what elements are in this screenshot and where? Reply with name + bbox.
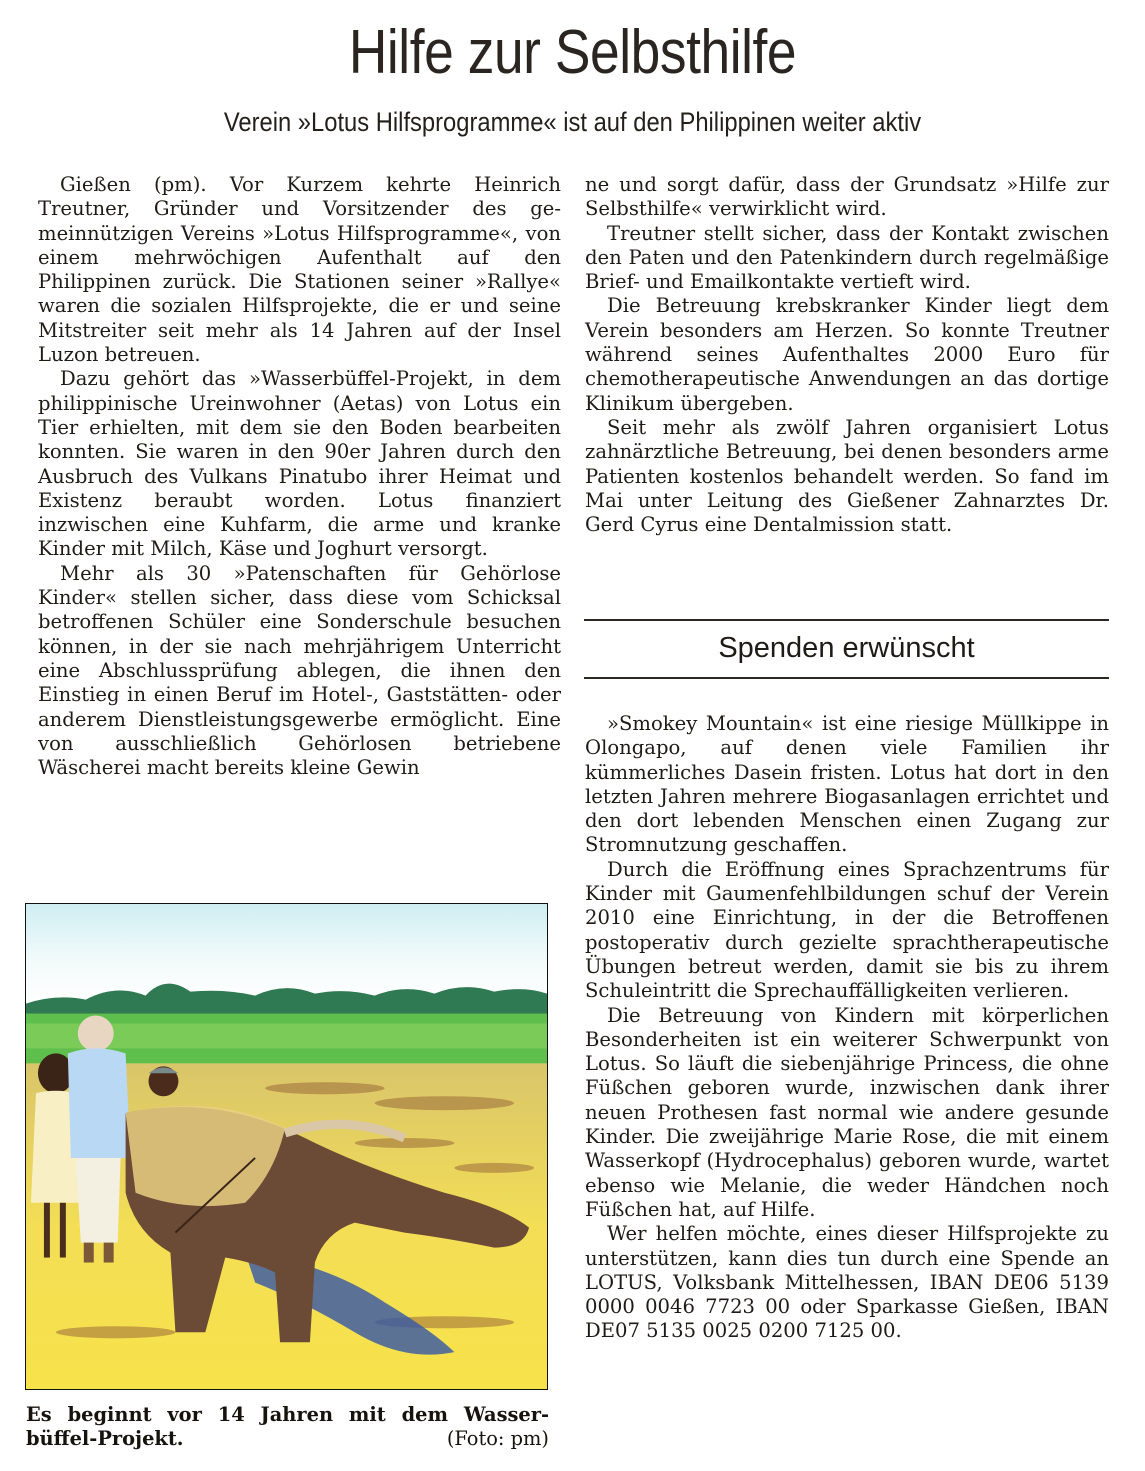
photo-credit: (Foto: pm) [446,1427,549,1450]
article-photo [25,903,548,1390]
caption-line-1: Es beginnt vor 14 Jahren mit dem Wasser- [26,1403,549,1426]
paragraph: Gießen (pm). Vor Kurzem kehrte Heinrich Treutner, Gründer und Vorsitzender des gemeinnützigen Vereins »Lotus Hilfsprogramme«, von einem mehrwöchigen Aufenthalt auf den Philippinen zurück. Die Stationen seiner »Rallye« waren die sozialen Hilfsprojekte, die er und seine Mitstreiter seit mehr als 14 Jahren auf der Insel Luzon betreuen. [38,173,561,367]
photo-caption [26,1403,549,1451]
paragraph: Wer helfen möchte, eines dieser Hilfsprojekte zu unterstützen, kann dies tun durch eine Spende an LOTUS, Volksbank Mittelhessen, IBAN DE06 5139 0000 0046 7723 00 oder Sparkasse Gießen, IBAN DE07 5135 0025 0200 7125 00. [585,1222,1109,1343]
paragraph: ne und sorgt dafür, dass der Grundsatz »Hilfe zur Selbsthilfe« verwirklicht wird. [585,173,1109,221]
paragraph: Dazu gehört das »Wasserbüffel-Projekt, in dem philippinische Ureinwohner (Aetas) von Lotus ein Tier erhielten, mit dem sie den Boden bearbeiten konnten. Sie waren in den 90er Jahren durch den Ausbruch des Vulkans Pinatubo ihrer Heimat und Existenz beraubt worden. Lotus finanziert inzwischen eine Kuhfarm, die arme und kranke Kinder mit Milch, Käse und Joghurt versorgt. [38,367,561,561]
paragraph: Die Betreuung krebskranker Kinder liegt dem Verein besonders am Herzen. So konnte Treutner während seines Aufenthaltes 2000 Euro für chemotherapeutische Anwendungen an das dortige Klinikum übergeben. [585,294,1109,415]
paragraph: Die Betreuung von Kindern mit körperlichen Besonderheiten ist ein weiterer Schwerpunkt von Lotus. So läuft die siebenjährige Princess, die ohne Füßchen geboren wurde, inzwischen dank ihrer neuen Prothesen fast normal wie andere gesunde Kinder. Die zweijährige Marie Rose, die mit einem Wasserkopf (Hydrocephalus) geboren wurde, wartet ebenso wie Melanie, die weder Händchen noch Füßchen hat, auf Hilfe. [585,1003,1109,1221]
headline: Hilfe zur Selbsthilfe [348,18,797,87]
subheadline: Verein »Lotus Hilfsprogramme« ist auf den Philippinen weiter aktiv [223,107,922,137]
caption-line-2: büffel-Projekt. [26,1427,184,1450]
paragraph: »Smokey Mountain« ist eine riesige Müllkippe in Olongapo, auf denen viele Familien ihr kümmerliches Dasein fristen. Lotus hat dort in den letzten Jahren mehrere Biogasanlagen errichtet und den dort lebenden Menschen einen Zugang zur Stromnutzung geschaffen. [585,712,1109,857]
section-subhead: Spenden erwünscht [718,632,975,664]
paragraph: Mehr als 30 »Patenschaften für Gehörlose Kinder« stellen sicher, dass diese vom Schicksal betroffenen Schüler eine Sonderschule besuchen können, in der sie nach mehrjährigem Unterricht eine Abschlussprüfung ablegen, die ihnen den Einstieg in einen Beruf im Hotel-, Gaststätten- oder anderem Dienstleistungsgewerbe ermöglicht. Eine von ausschließlich Gehörlosen betriebene Wäscherei macht bereits kleine Gewin [38,561,561,780]
paragraph: Treutner stellt sicher, dass der Kontakt zwischen den Paten und den Patenkindern durch regelmäßige Brief- und Emailkontakte vertieft wird. [585,221,1109,294]
right-column-bottom [585,712,1109,1344]
paragraph: Durch die Eröffnung eines Sprachzentrums für Kinder mit Gaumenfehlbildungen schuf der Verein 2010 eine Einrichtung, in der die Betroffenen postoperativ durch gezielte sprachtherapeutische Übungen betreut werden, damit sie bis zu ihrem Schuleintritt die Sprechauffälligkeiten verlieren. [585,857,1109,1003]
person-farmer [149,1066,179,1096]
right-column-top [585,173,1109,537]
left-column [38,173,561,780]
divider-top [584,619,1109,621]
paragraph: Seit mehr als zwölf Jahren organisiert Lotus zahnärztliche Betreuung, bei denen besonders arme Patienten kostenlos behandelt werden. So fand im Mai unter Leitung des Gießener Zahnarztes Dr. Gerd Cyrus eine Dentalmission statt. [585,415,1109,537]
divider-bottom [584,677,1109,679]
photo-water-buffalo-illustration [26,904,547,1389]
